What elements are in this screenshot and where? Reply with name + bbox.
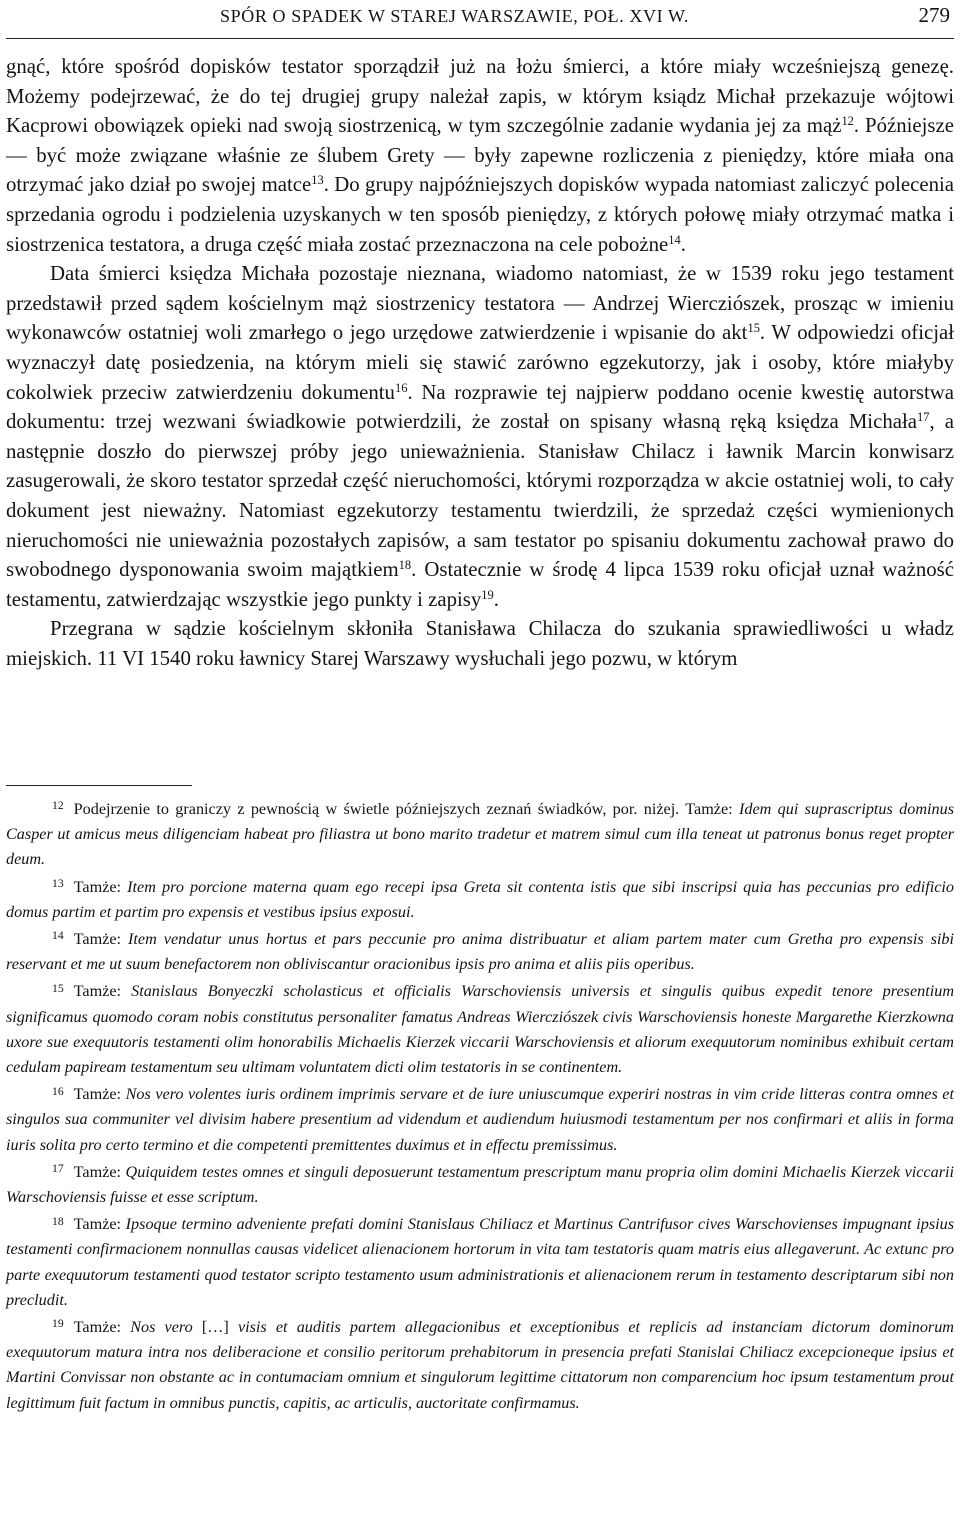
text-run: .	[680, 232, 686, 256]
text-run: . Do grupy najpóźniejszych dopisków wypada natomiast zaliczyć polecenia sprzedania ogrodu i podzielenia uzyskanych w ten sposób pieniędzy, z których połowę miały otrzymać matka i siostrzenica testatora, a druga część miała zostać przeznaczona na cele pobożne	[6, 173, 955, 256]
footnote-number: 12	[52, 799, 64, 813]
footnote-quote: Nos vero volentes iuris ordinem imprimis servare et de iure uniuscumque experiri nostras in vim cride litteras contra omnes et singulos sua communiter vel divisim habere presentium ad videndum et audiendum huiusmodi testamentum per nos confirmari et aliis in forma iuris solita pro certo termino et die competenti premittentes duximus et in effectu premissimus.	[6, 1085, 954, 1154]
paragraph: Przegrana w sądzie kościelnym skłoniła Stanisława Chilacza do szukania sprawiedliwości u władz miejskich. 11 VI 1540 roku ławnicy Starej Warszawy wysłuchali jego pozwu, w którym	[6, 617, 954, 670]
text-run: gnąć, które spośród dopisków testator sporządził już na łożu śmierci, a które miały wcześniejszą genezę. Możemy podejrzewać, że do tej drugiej grupy należał zapis, w którym ksiądz Michał przekazuje wójtowi Kacprowi obowiązek opieki nad swoją siostrzenicą, w tym szczególnie zadanie wydania jej za mąż	[6, 55, 954, 138]
footnote-lead: Tamże:	[73, 930, 122, 949]
footnote-quote: Quiquidem testes omnes et singuli deposuerunt testamentum prescriptum manu propria olim domini Michaelis Kierzek viccarii Warschoviensis fuisse et esse scriptum.	[6, 1162, 955, 1207]
footnote-12	[6, 797, 954, 873]
footnote-quote: visis et auditis partem allegacionibus et exceptionibus et replicis ad instanciam dictorum dominorum exequutorum matura intra nos deliberacione et consilio peritorum prehabitorum in presencia prefati Stanislai Chiliacz excepcioneque ipsius et Martini Convissar non obstante ac in contumaciam omnium et singulorum legittime cittatorum non comparencium hoc ipsum testamentum prout legittimum fuit factum in omnibus punctis, capitis, ac articulis, auctoritate confirmamus.	[6, 1318, 954, 1412]
footnote-lead: Tamże:	[73, 982, 122, 1001]
footnote-ref[interactable]: 16	[394, 380, 408, 395]
running-header	[6, 0, 954, 39]
footnote-ref[interactable]: 13	[311, 173, 324, 188]
footnote-ref[interactable]: 12	[841, 114, 854, 129]
footnote-quote: Item pro porcione materna quam ego recepi ipsa Greta sit contenta istis que sibi inscripsi quia has peccunias pro edificio domus partim et partim pro expensis et vestibus ipsius exposui.	[6, 877, 955, 921]
footnote-ref[interactable]: 15	[747, 321, 760, 336]
page-number: 279	[918, 3, 950, 27]
footnote-16	[6, 1082, 954, 1158]
footnote-ref[interactable]: 18	[398, 558, 412, 573]
running-title: SPÓR O SPADEK W STAREJ WARSZAWIE, POŁ. XVI W.	[220, 6, 690, 26]
footnote-divider	[6, 785, 192, 786]
footnote-lead: Tamże:	[73, 1085, 122, 1104]
paragraph	[6, 52, 954, 259]
footnote-quote: Ipsoque termino adveniente prefati domini Stanislaus Chiliacz et Martinus Cantrifusor cives Warschovienses impugnant ipsius testamenti confirmacionem nonnullas causas videlicet alienacionem hortorum in vita tam testatoris quam matris eius allegaverunt. Ac extunc pro parte exequutorum testamenti quod testator scripto testamento usum administrationis et alienacionem rerum in testamento descriptarum sibi non precludit.	[6, 1215, 955, 1309]
footnote-19	[6, 1315, 954, 1416]
footnote-ref[interactable]: 17	[916, 410, 930, 425]
footnote-number: 17	[52, 1162, 64, 1176]
footnote-lead: Tamże:	[73, 877, 122, 896]
footnote-13	[6, 875, 954, 925]
text-run: . Późniejsze — być może związane właśnie ze ślubem Grety — były zapewne rozliczenia z pieniędzy, które miała ona otrzymać jako dział po swojej matce	[6, 114, 954, 197]
text-run: . Na rozprawie tej najpierw poddano ocenie kwestię autorstwa dokumentu: trzej wezwani świadkowie potwierdzili, że został on spisany własną ręką księdza Michała	[6, 380, 954, 434]
omission-mark: […]	[201, 1318, 229, 1337]
footnote-lead: Tamże:	[73, 1215, 122, 1234]
footnote-quote: Stanislaus Bonyeczki scholasticus et officialis Warschoviensis universis et singulis quibus expedit tenore presentium significamus quomodo coram nobis constitutus personaliter famatus Andreas Wiercziószek civis Warschoviensis honeste Margarethe Kierzkowna uxore sue exequutoris testamenti olim honorabilis Michaelis Kierzek viccarii Warschoviensis et aliorum exequutorum nominibus exhibuit certam cedulam papiream testamentum seu ultimam voluntatem dicti olim testatoris in se continentem.	[6, 982, 955, 1077]
footnote-quote: Nos vero	[130, 1318, 193, 1337]
footnote-lead: Tamże:	[73, 1318, 122, 1337]
footnote-number: 15	[52, 981, 64, 995]
footnote-number: 14	[52, 929, 64, 943]
footnote-15	[6, 979, 954, 1080]
footnote-lead: Podejrzenie to graniczy z pewnością w świetle późniejszych zeznań świadków, por. niżej. Tamże:	[73, 800, 733, 818]
footnote-18	[6, 1212, 954, 1313]
footnote-14	[6, 927, 954, 977]
footnote-17	[6, 1160, 954, 1210]
text-run: .	[493, 587, 499, 611]
footnote-number: 16	[52, 1084, 64, 1098]
footnote-number: 18	[52, 1214, 64, 1228]
text-run: Data śmierci księdza Michała pozostaje nieznana, wiadomo natomiast, że w 1539 roku jego testament przedstawił przed sądem kościelnym mąż siostrzenicy testatora — Andrzej Wiercziószek, prosząc w imieniu wykonawców ostatniej woli zmarłego o jego urzędowe zatwierdzenie i wpisanie do akt	[6, 262, 954, 345]
paragraph	[6, 259, 954, 614]
text-run: , a następnie doszło do pierwszej próby jego unieważnienia. Stanisław Chilacz i ławnik Marcin konwisarz zasugerowali, że skoro testator sprzedał część nieruchomości, którymi rozporządza w akcie ostatniej woli, to cały dokument jest nieważny. Natomiast egzekutorzy testamentu twierdzili, że sprzedaż części wymienionych nieruchomości nie unieważnia pozostałych zapisów, a sam testator po spisaniu dokumentu zachował prawo do swobodnego dysponowania swoim majątkiem	[6, 410, 954, 582]
text-run: . W odpowiedzi oficjał wyznaczył datę posiedzenia, na którym mieli się stawić zarówno egzekutorzy, jak i osoby, które miałyby cokolwiek przeciw zatwierdzeniu dokumentu	[6, 321, 954, 404]
footnotes	[6, 797, 954, 1418]
footnote-lead: Tamże:	[73, 1162, 122, 1181]
footnote-number: 13	[52, 876, 64, 890]
footnote-quote: Idem qui suprascriptus dominus Casper ut amicus meus diligenciam habeat pro filiastra ut bono marito tradetur et matrem simul cum illa teneat ut patronus bonus reget propter deum.	[6, 800, 955, 869]
footnote-number: 19	[52, 1317, 64, 1331]
text-run: . Ostatecznie w środę 4 lipca 1539 roku oficjał uznał ważność testamentu, zatwierdzając wszystkie jego punkty i zapisy	[6, 558, 954, 611]
main-text	[6, 52, 954, 673]
footnote-quote: Item vendatur unus hortus et pars peccunie pro anima distribuatur et aliam partem mater cum Gretha pro expensis sibi reservant et me ut suum benefactorem non obliviscantur oracionibus ipsis pro anima et aliis piis operibus.	[6, 930, 955, 974]
footnote-ref[interactable]: 14	[668, 232, 681, 247]
footnote-ref[interactable]: 19	[481, 587, 494, 602]
